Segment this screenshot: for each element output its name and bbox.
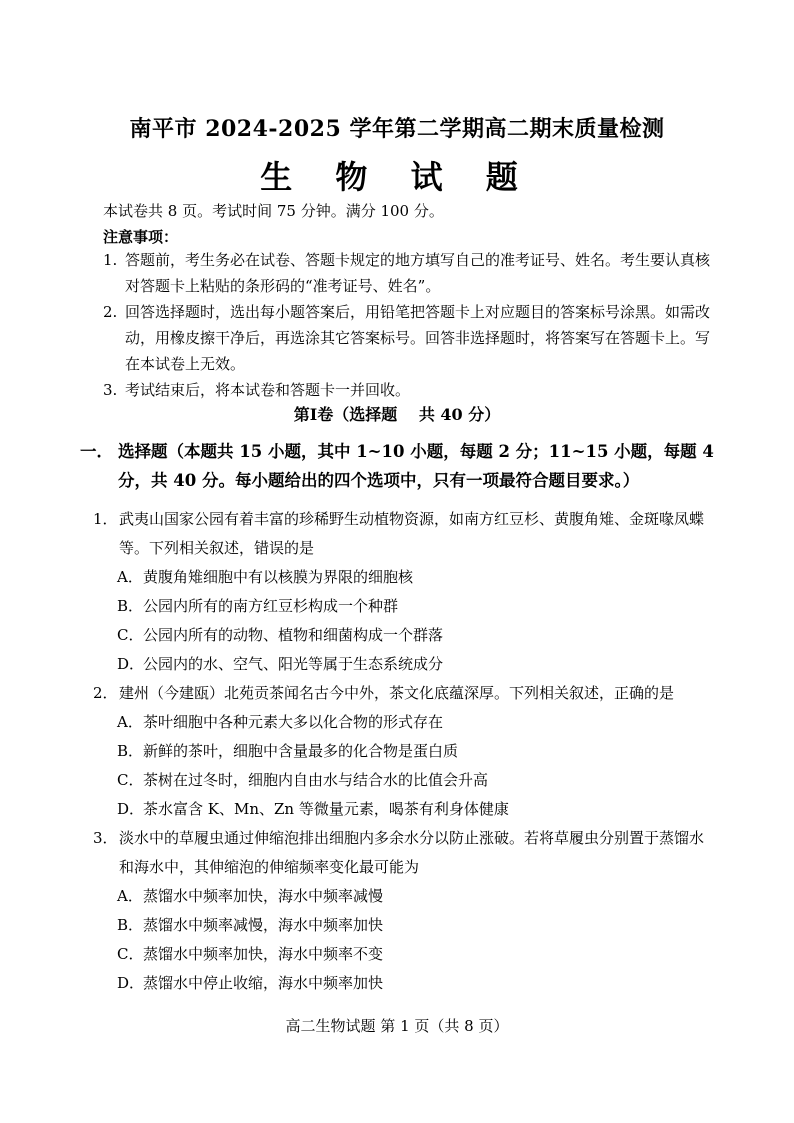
option-label: B． <box>117 597 144 615</box>
question-3 <box>93 824 717 998</box>
page-footer: 高二生物试题 第 1 页（共 8 页） <box>285 1017 509 1035</box>
option-text: 茶水富含 K、Mn、Zn 等微量元素，喝茶有利身体健康 <box>143 800 509 818</box>
notice-heading: 注意事项： <box>103 228 179 246</box>
option-b <box>117 592 717 621</box>
question-2 <box>93 679 717 824</box>
notice-text: 答题前，考生务必在试卷、答题卡规定的地方填写自己的准考证号、姓名。考生要认真核对答题卡上粘贴的条形码的“准考证号、姓名”。 <box>125 251 711 295</box>
question-text: 武夷山国家公园有着丰富的珍稀野生动植物资源，如南方红豆杉、黄腹角雉、金斑喙凤蝶等。下列相关叙述，错误的是 <box>119 510 705 557</box>
question-number: 1． <box>93 510 118 528</box>
section-heading <box>80 437 716 495</box>
option-label: D． <box>117 655 145 673</box>
option-text: 新鲜的茶叶，细胞中含量最多的化合物是蛋白质 <box>143 742 459 760</box>
option-a <box>117 882 717 911</box>
option-a <box>117 708 717 737</box>
option-label: B． <box>117 742 144 760</box>
notice-number: 3. <box>103 381 118 399</box>
question-stem <box>93 824 717 882</box>
notice-list <box>103 247 715 403</box>
exam-intro: 本试卷共 8 页。考试时间 75 分钟。满分 100 分。 <box>103 202 444 220</box>
option-c <box>117 940 717 969</box>
option-text: 蒸馏水中频率加快，海水中频率减慢 <box>143 887 384 905</box>
notice-item <box>103 377 715 403</box>
option-b <box>117 911 717 940</box>
question-stem <box>93 679 717 708</box>
option-text: 公园内的水、空气、阳光等属于生态系统成分 <box>143 655 444 673</box>
part-heading: 第Ⅰ卷（选择题 共 40 分） <box>293 405 501 424</box>
option-text: 茶树在过冬时，细胞内自由水与结合水的比值会升高 <box>143 771 489 789</box>
exam-title: 南平市 2024-2025 学年第二学期高二期末质量检测 <box>129 116 665 142</box>
option-text: 公园内所有的南方红豆杉构成一个种群 <box>143 597 399 615</box>
notice-text: 考试结束后，将本试卷和答题卡一并回收。 <box>125 381 411 399</box>
notice-text: 回答选择题时，选出每小题答案后，用铅笔把答题卡上对应题目的答案标号涂黑。如需改动，用橡皮擦干净后，再选涂其它答案标号。回答非选择题时，将答案写在答题卡上。写在本试卷上无效。 <box>125 303 711 373</box>
option-b <box>117 737 717 766</box>
option-label: D． <box>117 800 145 818</box>
option-text: 蒸馏水中频率减慢，海水中频率加快 <box>143 916 384 934</box>
question-list <box>93 505 717 998</box>
section-text: 选择题（本题共 15 小题，其中 1~10 小题，每题 2 分；11~15 小题，每题 4 分，共 40 分。每小题给出的四个选项中，只有一项最符合题目要求。） <box>118 442 714 490</box>
option-text: 蒸馏水中停止收缩，海水中频率加快 <box>143 974 384 992</box>
question-1 <box>93 505 717 679</box>
option-label: C． <box>117 771 144 789</box>
question-number: 3． <box>93 829 118 847</box>
option-label: A． <box>117 713 143 731</box>
option-c <box>117 766 717 795</box>
notice-item <box>103 247 715 299</box>
option-text: 公园内所有的动物、植物和细菌构成一个群落 <box>143 626 444 644</box>
question-number: 2． <box>93 684 118 702</box>
option-d <box>117 650 717 679</box>
section-number: 一． <box>80 442 113 461</box>
notice-number: 1. <box>103 251 118 269</box>
question-text: 建州（今建瓯）北苑贡茶闻名古今中外，茶文化底蕴深厚。下列相关叙述，正确的是 <box>119 684 675 702</box>
option-d <box>117 969 717 998</box>
option-label: C． <box>117 945 144 963</box>
option-label: A． <box>117 568 143 586</box>
option-label: C． <box>117 626 144 644</box>
question-text: 淡水中的草履虫通过伸缩泡排出细胞内多余水分以防止涨破。若将草履虫分别置于蒸馏水和海水中，其伸缩泡的伸缩频率变化最可能为 <box>119 829 705 876</box>
notice-item <box>103 299 715 377</box>
option-text: 蒸馏水中频率加快，海水中频率不变 <box>143 945 384 963</box>
subject-title: 生 物 试 题 <box>260 158 534 196</box>
option-d <box>117 795 717 824</box>
question-stem <box>93 505 717 563</box>
option-a <box>117 563 717 592</box>
option-text: 黄腹角雉细胞中有以核膜为界限的细胞核 <box>143 568 414 586</box>
notice-number: 2. <box>103 303 118 321</box>
option-label: B． <box>117 916 144 934</box>
option-c <box>117 621 717 650</box>
option-label: A． <box>117 887 143 905</box>
option-label: D． <box>117 974 145 992</box>
option-text: 茶叶细胞中各种元素大多以化合物的形式存在 <box>143 713 444 731</box>
